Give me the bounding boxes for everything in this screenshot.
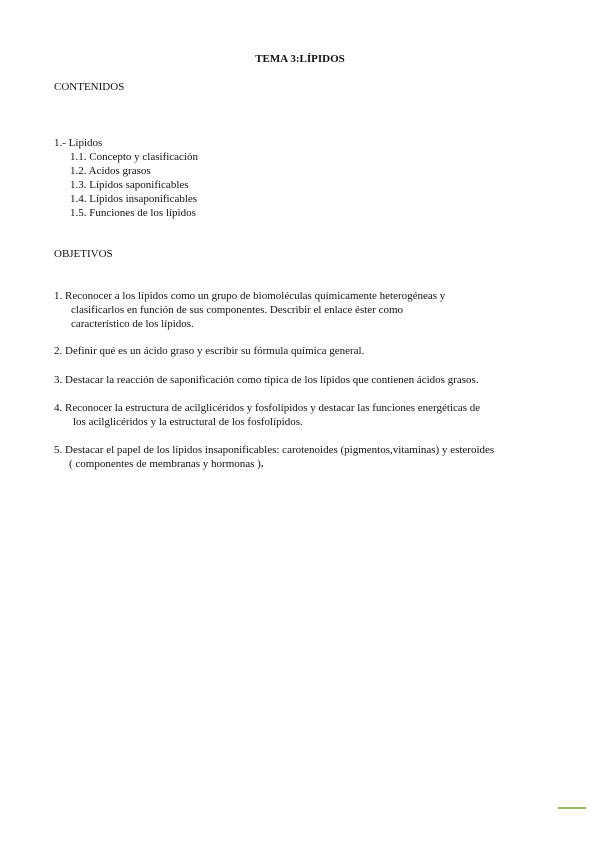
objective-line: 3. Destacar la reacción de saponificación como típica de los lípidos que contienen ácidos grasos.: [54, 374, 479, 386]
table-of-contents: [54, 137, 198, 221]
objective-3: [54, 374, 554, 388]
toc-item-1-5: 1.5. Funciones de los lípidos: [70, 207, 196, 219]
objective-line: 5. Destacar el papel de los lípidos insaponificables: carotenoides (pigmentos,vitaminas) y esteroides: [54, 444, 495, 456]
toc-item-1-2: 1.2. Acidos grasos: [70, 165, 151, 177]
objective-line-text: ( componentes de membranas y hormonas ): [69, 458, 261, 470]
toc-item-1-4: 1.4. Lípidos insaponificables: [70, 193, 198, 205]
objective-line: clasificarlos en función de sus componentes. Describir el enlace éster como: [71, 304, 404, 316]
objective-line: los acilglicéridos y la estructural de los fosfolípidos.: [73, 416, 303, 428]
objective-line: característico de los lípidos.: [71, 318, 194, 330]
objective-4: [54, 402, 554, 430]
objective-5: [54, 444, 554, 472]
objective-1: [54, 290, 554, 332]
objectives-heading: OBJETIVOS: [54, 248, 113, 260]
objective-line: 4. Reconocer la estructura de acilglicéridos y fosfolípidos y destacar las funciones energéticas de: [54, 402, 481, 414]
toc-main-item: 1.- Lípidos: [54, 137, 103, 149]
toc-item-1-1: 1.1. Concepto y clasificación: [70, 151, 198, 163]
contents-heading: CONTENIDOS: [54, 81, 125, 93]
objective-line: 1. Reconocer a los lípidos como un grupo de biomoléculas químicamente heterogéneas y: [54, 290, 446, 302]
objective-line: 2. Definir qué es un ácido graso y escribir su fórmula química general.: [54, 345, 365, 357]
objective-line: [54, 458, 554, 472]
objective-2: [54, 345, 554, 359]
toc-item-1-3: 1.3. Lípidos saponificables: [70, 179, 189, 191]
page-corner-rule: [558, 807, 586, 809]
objective-trailing-period: .: [260, 458, 264, 470]
page-title: TEMA 3:LÍPIDOS: [255, 53, 345, 65]
